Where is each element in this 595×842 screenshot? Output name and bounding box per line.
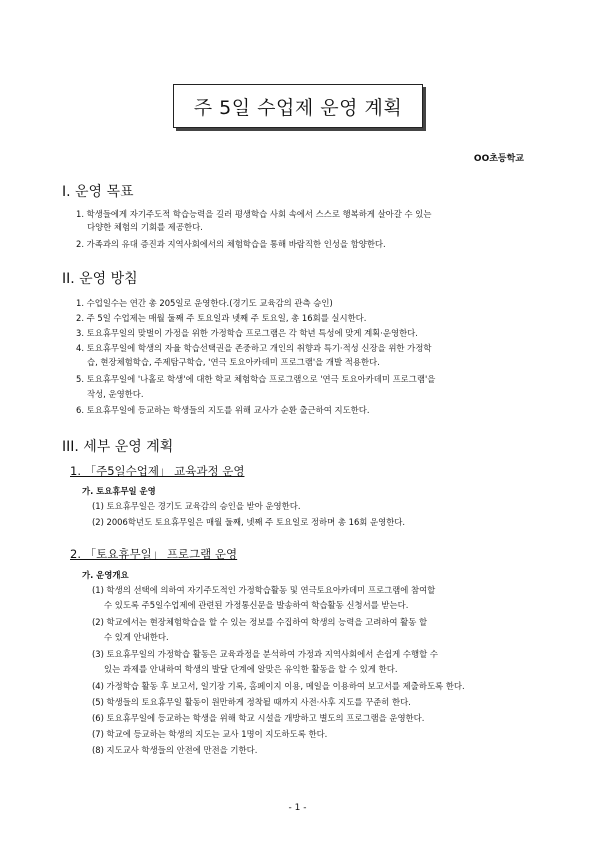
subsection-subheading: 가. 운영개요: [82, 570, 129, 580]
program-item: (1) 학생의 선택에 의하여 자기주도적인 가정학습활동 및 연극토요아카데미 프로그램에 참여할: [92, 585, 436, 595]
program-item: (8) 지도교사 학생들의 안전에 만전을 기한다.: [92, 745, 258, 755]
program-item: (6) 토요휴무일에 등교하는 학생을 위해 학교 시설을 개방하고 별도의 프로그램을 운영한다.: [92, 713, 425, 723]
policy-item: 5. 토요휴무일에 '나홀로 학생'에 대한 학교 체험학습 프로그램으로 '연극 토요아카데미 프로그램'을: [76, 374, 436, 384]
goal-item: 2. 가족과의 유대 증진과 지역사회에서의 체험학습을 통해 바람직한 인성을 함양한다.: [76, 239, 386, 249]
program-item-cont: 수 있도록 주5일수업제에 관련된 가정통신문을 발송하여 학습활동 신청서를 받는다.: [104, 600, 409, 610]
document-title: 주 5일 수업제 운영 계획: [193, 96, 403, 119]
subsection-heading-program: 2. 「토요휴무일」 프로그램 운영: [70, 547, 238, 561]
program-item: (2) 학교에서는 현장체험학습을 할 수 있는 정보를 수집하여 학생의 능력을 고려하여 활동 할: [92, 617, 428, 627]
policy-item: 1. 수업일수는 연간 총 205일로 운영한다.(경기도 교육감의 관측 승인): [76, 298, 333, 308]
curriculum-item: (1) 토요휴무일은 경기도 교육감의 승인을 받아 운영한다.: [92, 501, 301, 511]
policy-item-cont: 작성, 운영한다.: [87, 389, 144, 399]
policy-item: 4. 토요휴무일에 학생의 자율 학습선택권을 존중하고 개인의 취향과 특기·적성 신장을 위한 가정학: [76, 343, 432, 353]
goal-item: 1. 학생들에게 자기주도적 학습능력을 길러 평생학습 사회 속에서 스스로 행복하게 살아갈 수 있는: [76, 209, 432, 219]
goal-item-cont: 다양한 체험의 기회를 제공한다.: [87, 222, 203, 232]
program-item: (5) 학생들의 토요휴무일 활동이 원만하게 정착될 때까지 사전·사후 지도를 꾸준히 한다.: [92, 697, 411, 707]
program-item: (3) 토요휴무일의 가정학습 활동은 교육과정을 분석하여 가정과 지역사회에서 손쉽게 수행할 수: [92, 649, 438, 659]
page-number: - 1 -: [288, 803, 307, 813]
school-name: OO초등학교: [473, 154, 524, 164]
program-item: (4) 가정학습 활동 후 보고서, 일기장 기록, 홈페이지 이용, 메일을 이용하여 보고서를 제출하도록 한다.: [92, 681, 465, 691]
program-item-cont: 수 있게 안내한다.: [104, 632, 169, 642]
program-item: (7) 학교에 등교하는 학생의 지도는 교사 1명이 지도하도록 한다.: [92, 729, 328, 739]
section-heading-policy: II. 운영 방침: [62, 271, 138, 287]
document-title-box: [173, 84, 423, 128]
subsection-subheading: 가. 토요휴무일 운영: [82, 486, 156, 496]
curriculum-item: (2) 2006학년도 토요휴무일은 매월 둘째, 넷째 주 토요일로 정하며 총 16회 운영한다.: [92, 517, 406, 527]
subsection-heading-curriculum: 1. 「주5일수업제」 교육과정 운영: [70, 464, 245, 478]
section-heading-goals: I. 운영 목표: [62, 184, 134, 200]
policy-item: 6. 토요휴무일에 등교하는 학생들의 지도를 위해 교사가 순환 출근하여 지도한다.: [76, 405, 370, 415]
program-item-cont: 있는 과제를 안내하여 학생의 발달 단계에 알맞은 유익한 활동을 할 수 있게 한다.: [104, 664, 398, 674]
policy-item: 2. 주 5일 수업제는 매월 둘째 주 토요일과 넷째 주 토요일, 총 16회를 실시한다.: [76, 313, 367, 323]
policy-item: 3. 토요휴무일의 맞벌이 가정을 위한 가정학습 프로그램은 각 학년 특성에 맞게 계획·운영한다.: [76, 328, 418, 338]
section-heading-details: III. 세부 운영 계획: [62, 439, 174, 455]
policy-item-cont: 습, 현장체험학습, 주제탐구학습, '연극 토요아카데미 프로그램'을 개발 적용한다.: [87, 357, 380, 367]
